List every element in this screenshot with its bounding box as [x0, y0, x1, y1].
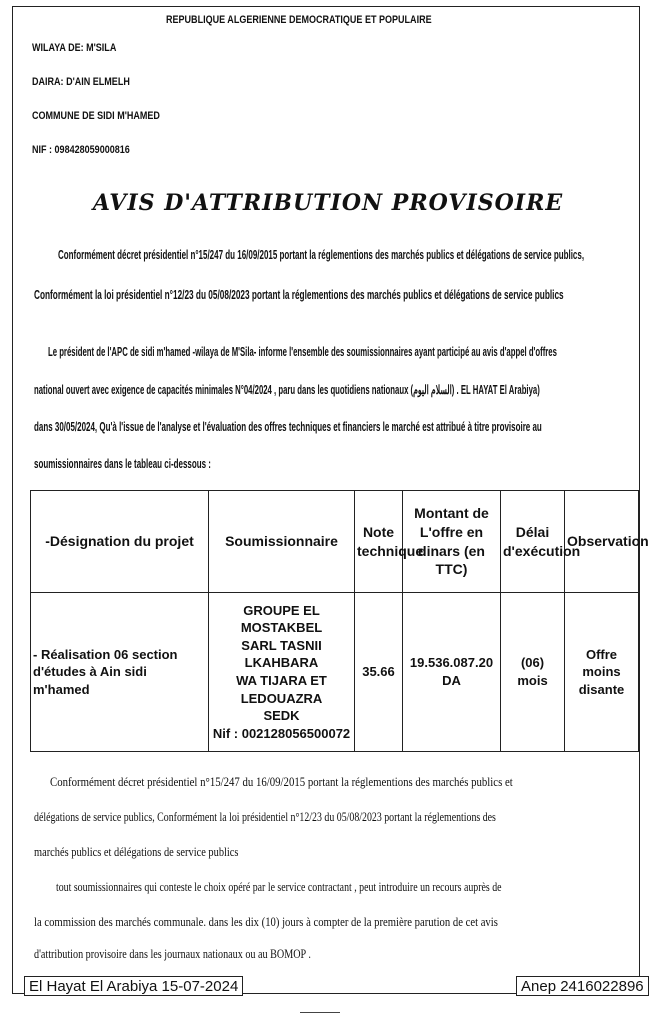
commune-label: COMMUNE DE SIDI M'HAMED [32, 110, 160, 122]
cell-soumissionnaire [209, 593, 355, 752]
cell-delai [501, 593, 565, 752]
daira-label: DAIRA: D'AIN ELMELH [32, 76, 130, 88]
cell-observation: Offre moins disante [565, 593, 639, 752]
soumissionnaire-nif: Nif : 002128056500072 [212, 725, 351, 741]
header-delai: Délai d'exécution [501, 491, 565, 593]
header-observation: Observation [565, 491, 639, 593]
intro-line-1: Conformément décret présidentiel n°15/247 du 16/09/2015 portant la réglementions des marchés publics et délégations de service publics, [58, 248, 585, 262]
header-note: Note technique [355, 491, 403, 593]
delai-value: (06) [520, 655, 545, 671]
table-row [31, 593, 639, 752]
footer-line-3: marchés publics et délégations de service publics [34, 844, 239, 859]
soumissionnaire-line: SEDK [263, 708, 300, 724]
nif-label: NIF : 098428059000816 [32, 144, 130, 156]
soumissionnaire-line: GROUPE EL MOSTAKBEL [240, 602, 323, 636]
republic-header: REPUBLIQUE ALGERIENNE DEMOCRATIQUE ET POPULAIRE [166, 14, 432, 26]
intro-line-2: Conformément la loi présidentiel n°12/23 du 05/08/2023 portant la réglementions des marchés publics et délégations de service publics [34, 288, 564, 302]
footer-line-1: Conformément décret présidentiel n°15/247 du 16/09/2015 portant la réglementions des marchés publics et [50, 774, 513, 789]
anep-stamp: Anep 2416022896 [516, 976, 649, 996]
cell-designation: - Réalisation 06 section d'études à Ain sidi m'hamed [31, 593, 209, 752]
header-designation: -Désignation du projet [31, 491, 209, 593]
footer-line-6: d'attribution provisoire dans les journaux nationaux ou au BOMOP . [34, 946, 311, 961]
footer-line-4: tout soumissionnaires qui conteste le choix opéré par le service contractant , peut introduire un recours auprès de [56, 879, 502, 894]
table-header-row [31, 491, 639, 593]
footer-line-5: la commission des marchés communale. dans les dix (10) jours à compter de la première parution de cet avis [34, 914, 498, 929]
header-soumissionnaire: Soumissionnaire [209, 491, 355, 593]
wilaya-label: WILAYA DE: M'SILA [32, 42, 117, 54]
newspaper-stamp: El Hayat El Arabiya 15-07-2024 [24, 976, 243, 996]
cell-montant: 19.536.087.20 DA [403, 593, 501, 752]
body-line-4: soumissionnaires dans le tableau ci-dessous : [34, 457, 211, 471]
body-line-2: national ouvert avec exigence de capacités minimales N°04/2024 , paru dans les quotidiens nationaux (السلام اليوم) . EL HAYAT El Arabiya) [34, 383, 540, 397]
soumissionnaire-line: WA TIJARA ET LEDOUAZRA [236, 673, 327, 706]
delai-unit: mois [517, 673, 548, 688]
divider-line [300, 1012, 340, 1013]
cell-note: 35.66 [355, 593, 403, 752]
header-montant: Montant de L'offre en dinars (en TTC) [403, 491, 501, 593]
body-line-1: Le président de l'APC de sidi m'hamed -wilaya de M'Sila- informe l'ensemble des soumissionnaires ayant participé au avis d'appel d'offres [48, 345, 557, 359]
attribution-table [30, 490, 649, 752]
body-line-3: dans 30/05/2024, Qu'à l'issue de l'analyse et l'évaluation des offres techniques et financiers le marché est attribué à titre provisoire au [34, 420, 542, 434]
soumissionnaire-line: SARL TASNII LKAHBARA [241, 637, 322, 671]
document-title: AVIS D'ATTRIBUTION PROVISOIRE [92, 190, 564, 216]
footer-line-2: délégations de service publics, Conformément la loi présidentiel n°12/23 du 05/08/2023 portant la réglementions des [34, 809, 496, 824]
